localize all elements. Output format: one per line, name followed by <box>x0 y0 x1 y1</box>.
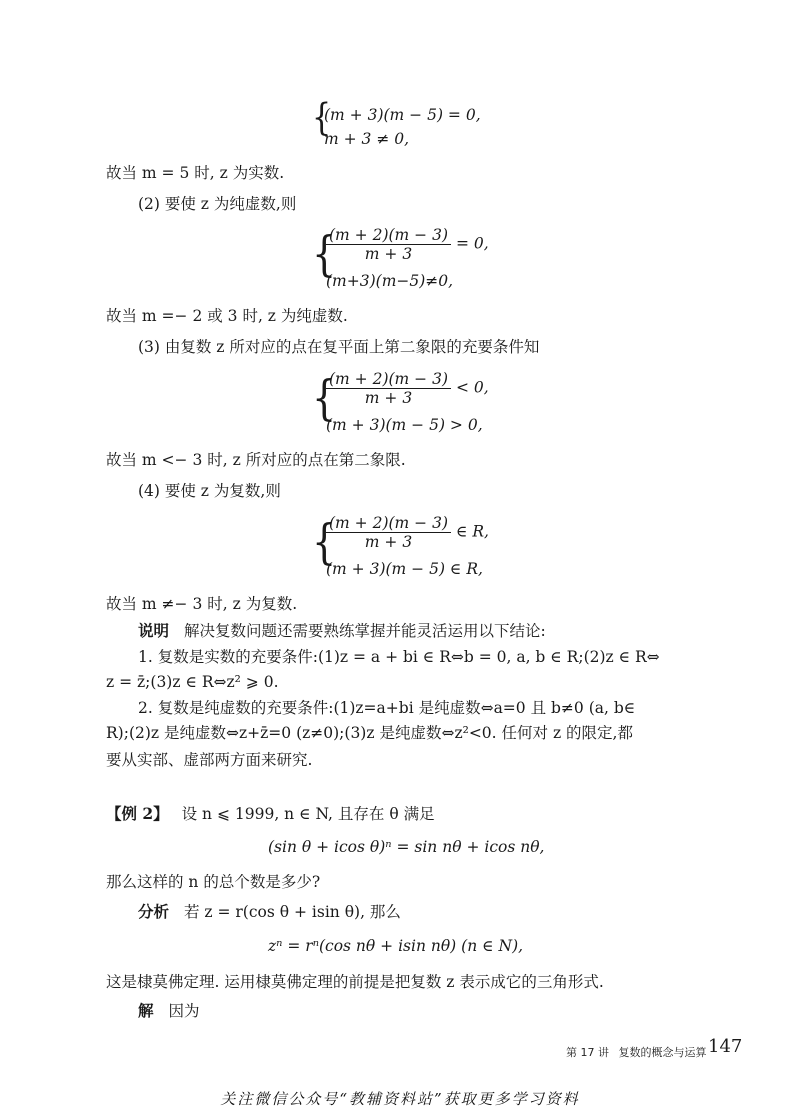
denominator: m + 3 <box>364 245 413 263</box>
text-line: 这是棣莫佛定理. 运用棣莫佛定理的前提是把复数 z 表示成它的三角形式. <box>106 973 604 991</box>
equation-system-2 <box>312 226 532 292</box>
analysis-text: 若 z = r(cos θ + isin θ), 那么 <box>183 903 401 921</box>
text-line: z = z̄;(3)z ∈ R⇔z² ⩾ 0. <box>106 673 279 691</box>
numerator: (m + 2)(m − 3) <box>326 514 451 533</box>
brace: { <box>312 96 332 140</box>
text-line: (4) 要使 z 为复数,则 <box>138 482 281 500</box>
text-line: 那么这样的 n 的总个数是多少? <box>106 873 321 891</box>
text-line: 要从实部、虚部两方面来研究. <box>106 751 313 769</box>
system-line-1: (m + 3)(m − 5) = 0, <box>324 106 481 124</box>
footer-title: 复数的概念与运算 <box>618 1046 707 1059</box>
fraction <box>326 514 451 551</box>
solution-label: 解 <box>138 1001 154 1020</box>
relation: ∈ R, <box>455 522 489 541</box>
system-line-1 <box>326 226 489 263</box>
denominator: m + 3 <box>364 533 413 551</box>
brace: { <box>312 514 337 570</box>
fraction <box>326 370 451 407</box>
equation-system-3 <box>312 370 532 436</box>
system-line-1 <box>326 514 489 551</box>
numerator: (m + 2)(m − 3) <box>326 370 451 389</box>
example-label: 【例 2】 <box>106 804 169 823</box>
text-line: 1. 复数是实数的充要条件:(1)z = a + bi ∈ R⇔b = 0, a, b ∈ R;(2)z ∈ R⇔ <box>138 648 660 666</box>
relation: < 0, <box>455 378 489 397</box>
example-heading <box>106 803 435 825</box>
footer-lecture: 第 17 讲 <box>566 1046 609 1059</box>
system-line-2: (m + 3)(m − 5) ∈ R, <box>326 560 483 578</box>
system-line-1 <box>326 370 489 407</box>
text-line: 2. 复数是纯虚数的充要条件:(1)z=a+bi 是纯虚数⇔a=0 且 b≠0 (a, b∈ <box>138 699 636 717</box>
system-line-2: m + 3 ≠ 0, <box>324 130 410 148</box>
equation: zⁿ = rⁿ(cos nθ + isin nθ) (n ∈ N), <box>268 937 524 955</box>
brace: { <box>312 370 337 426</box>
note-paragraph <box>138 620 546 642</box>
denominator: m + 3 <box>364 389 413 407</box>
example-text: 设 n ⩽ 1999, n ∈ N, 且存在 θ 满足 <box>181 805 435 823</box>
equation: (sin θ + icos θ)ⁿ = sin nθ + icos nθ, <box>268 838 545 856</box>
fraction <box>326 226 451 263</box>
system-line-2: (m+3)(m−5)≠0, <box>326 272 454 290</box>
brace: { <box>312 226 337 282</box>
text-line: (3) 由复数 z 所对应的点在复平面上第二象限的充要条件知 <box>138 338 540 356</box>
analysis-heading <box>138 901 401 923</box>
system-line-2: (m + 3)(m − 5) > 0, <box>326 416 483 434</box>
page-number: 147 <box>708 1036 743 1057</box>
watermark-text: 关注微信公众号“教辅资料站”获取更多学习资料 <box>220 1090 580 1108</box>
equation-system-1 <box>312 96 512 148</box>
relation: = 0, <box>455 234 489 253</box>
text-line: (2) 要使 z 为纯虚数,则 <box>138 195 297 213</box>
text-line: 故当 m = 5 时, z 为实数. <box>106 164 285 182</box>
solution-heading <box>138 1000 199 1022</box>
text-line: 故当 m =− 2 或 3 时, z 为纯虚数. <box>106 307 348 325</box>
analysis-label: 分析 <box>138 902 170 921</box>
solution-text: 因为 <box>168 1002 200 1020</box>
text-line: 故当 m ≠− 3 时, z 为复数. <box>106 595 298 613</box>
note-label: 说明 <box>138 621 170 640</box>
text-line: R);(2)z 是纯虚数⇔z+z̄=0 (z≠0);(3)z 是纯虚数⇔z²<0. 任何对 z 的限定,都 <box>106 724 633 742</box>
numerator: (m + 2)(m − 3) <box>326 226 451 245</box>
text-line: 故当 m <− 3 时, z 所对应的点在第二象限. <box>106 451 406 469</box>
page-footer <box>566 1044 707 1060</box>
equation-system-4 <box>312 514 532 580</box>
note-text: 解决复数问题还需要熟练掌握并能灵活运用以下结论: <box>183 622 546 640</box>
